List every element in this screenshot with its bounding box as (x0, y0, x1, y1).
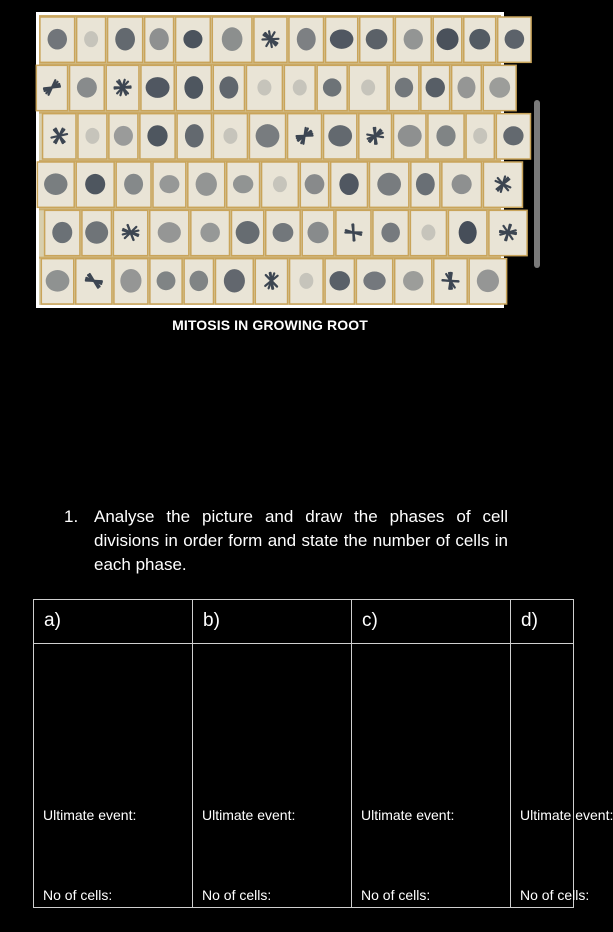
column-a-label: a) (34, 600, 193, 644)
mitosis-micrograph (36, 12, 504, 308)
column-b-label: b) (193, 600, 352, 644)
phase-table (33, 599, 613, 908)
phase-table-body-row (34, 644, 574, 908)
question-number: 1. (64, 507, 79, 526)
scrollbar-thumb[interactable] (534, 100, 540, 268)
figure-caption: MITOSIS IN GROWING ROOT (172, 317, 368, 333)
column-a-event-label: Ultimate event: (43, 807, 137, 823)
question-1 (64, 505, 508, 577)
column-c-event-label: Ultimate event: (361, 807, 455, 823)
column-c-cell[interactable] (352, 644, 511, 908)
column-a-cells-label: No of cells: (43, 887, 113, 903)
phase-table-header-row (34, 600, 574, 644)
column-c-cells-label: No of cells: (361, 887, 431, 903)
column-b-event-label: Ultimate event: (202, 807, 296, 823)
column-b-cells-label: No of cells: (202, 887, 272, 903)
column-c-label: c) (352, 600, 511, 644)
column-d-label: d) (511, 600, 574, 644)
question-text: Analyse the picture and draw the phases of cell divisions in order form and state the number of cells in each phase. (94, 507, 508, 574)
column-d-cells-label: No of cells: (520, 887, 590, 903)
column-d-event-label: Ultimate event: (520, 807, 613, 823)
column-d-cell[interactable] (511, 644, 613, 908)
root-tip-cells-image (39, 15, 501, 305)
column-b-cell[interactable] (193, 644, 352, 908)
column-a-cell[interactable] (34, 644, 193, 908)
